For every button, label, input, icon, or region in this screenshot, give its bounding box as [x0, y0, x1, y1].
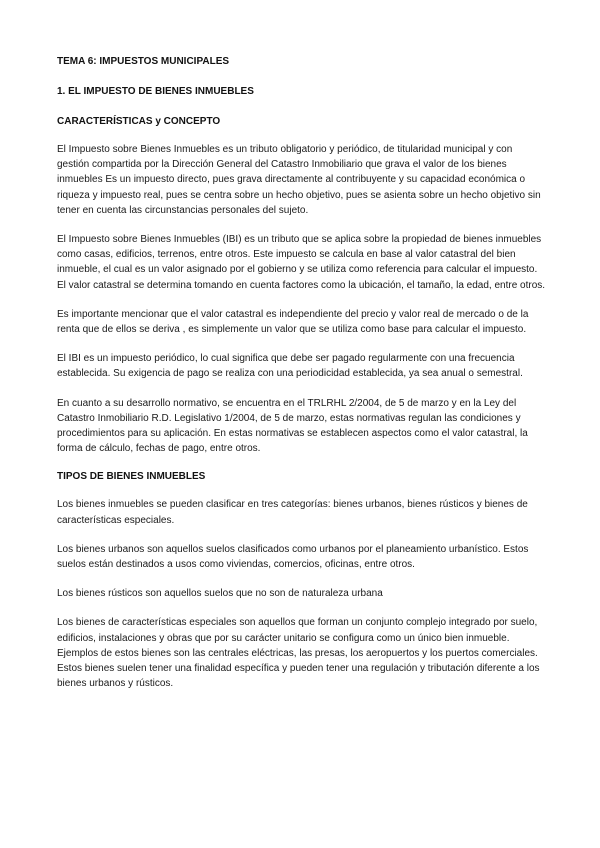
paragraph-categorias: Los bienes inmuebles se pueden clasificar en tres categorías: bienes urbanos, bienes rústicos y bienes de características especiales.: [57, 499, 528, 526]
section-title: 1. EL IMPUESTO DE BIENES INMUEBLES: [57, 86, 254, 97]
characteristics-heading: CARACTERÍSTICAS y CONCEPTO: [57, 116, 221, 127]
paragraph-rusticos: Los bienes rústicos son aquellos suelos que no son de naturaleza urbana: [57, 588, 383, 600]
tema-title: TEMA 6: IMPUESTOS MUNICIPALES: [57, 56, 230, 67]
types-heading: TIPOS DE BIENES INMUEBLES: [57, 471, 206, 483]
paragraph-periodico: El IBI es un impuesto periódico, lo cual significa que debe ser pagado regularmente con una frecuencia establecida. Su exigencia de pago se realiza con una periodicidad establecida, ya sea anual o semestral.: [57, 353, 523, 380]
paragraph-valor-catastral: Es importante mencionar que el valor catastral es independiente del precio y valor real de mercado o de la renta que de ellos se deriva , es simplemente un valor que se utiliza como base para calcular el impuesto.: [57, 308, 529, 336]
paragraph-definition: El Impuesto sobre Bienes Inmuebles es un tributo obligatorio y periódico, de titularidad municipal y con gestión compartida por la Dirección General del Catastro Inmobiliario que grava el valor de los bienes inmuebles Es un impuesto directo, pues grava directamente al contribuyente y su capacidad económica o riqueza y impuesto real, pues se centra sobre un hecho objetivo, pues se asienta sobre un hecho objetivo sin tener en cuenta las circunstancias personales del sujeto.: [57, 144, 541, 216]
paragraph-especiales: Los bienes de características especiales son aquellos que forman un conjunto complejo integrado por suelo, edificios, instalaciones y obras que por su carácter unitario se configura como un único bien inmueble. Ejemplos de estos bienes son las centrales eléctricas, las presas, los aeropuertos y los puertos comerciales. Estos bienes suelen tener una finalidad específica y pueden tener una regulación y tributación diferente a los bienes urbanos y rústicos.: [57, 617, 540, 690]
paragraph-normativa: En cuanto a su desarrollo normativo, se encuentra en el TRLRHL 2/2004, de 5 de marzo y en la Ley del Catastro Inmobiliario R.D. Legislativo 1/2004, de 5 de marzo, estas normativas regulan las condiciones y procedimientos para su aplicación. En estas normativas se establecen aspectos como el valor catastral, la forma de cálculo, fechas de pago, entre otros.: [57, 397, 528, 455]
paragraph-urbanos: Los bienes urbanos son aquellos suelos clasificados como urbanos por el planeamiento urbanístico. Estos suelos están destinados a usos como viviendas, comercios, oficinas, entre otros.: [57, 543, 529, 571]
paragraph-ibi: El Impuesto sobre Bienes Inmuebles (IBI) es un tributo que se aplica sobre la propiedad de bienes inmuebles como casas, edificios, terrenos, entre otros. Este impuesto se calcula en base al valor catastral del bien inmueble, el cual es un valor asignado por el gobierno y se utiliza como referencia para calcular el impuesto. El valor catastral se determina tomando en cuenta factores como la ubicación, el tamaño, la edad, entre otros.: [57, 234, 546, 291]
document-content: [57, 55, 547, 705]
